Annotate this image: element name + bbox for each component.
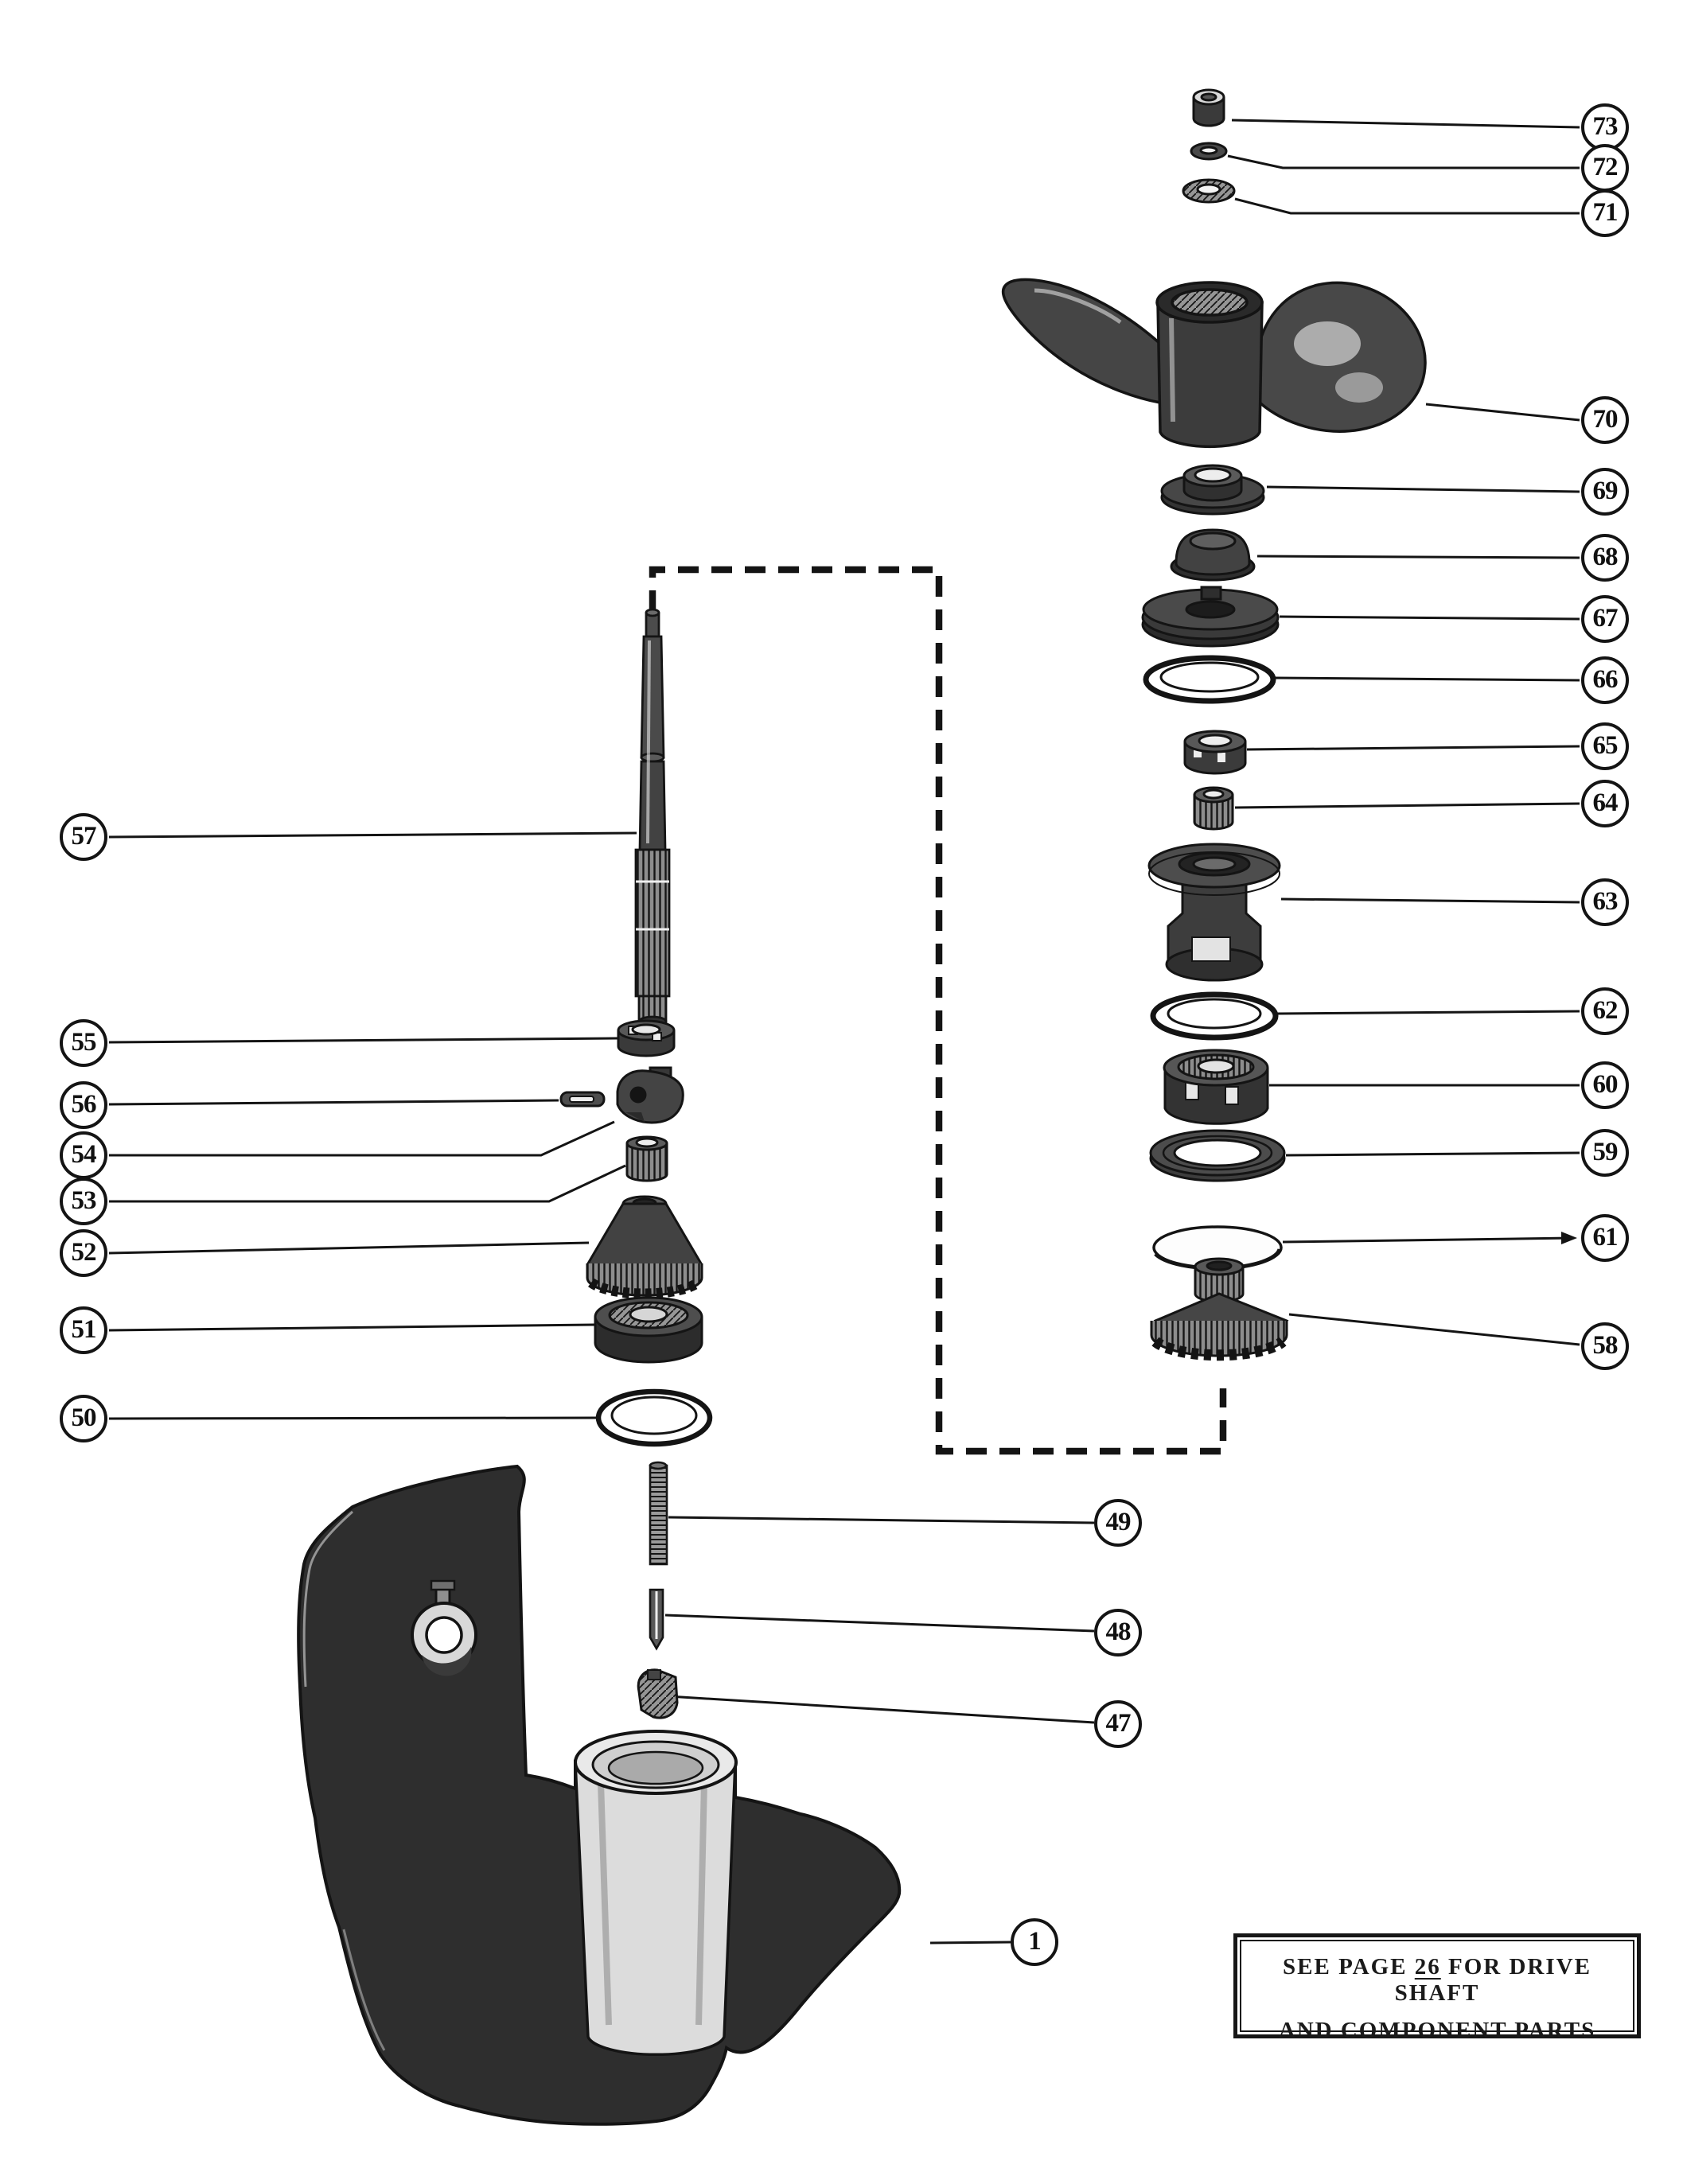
part-50-o-ring	[598, 1392, 710, 1444]
part-57-propeller-shaft	[636, 609, 669, 1026]
leader-52	[109, 1243, 589, 1253]
leader-68	[1257, 556, 1580, 558]
leader-51	[109, 1325, 594, 1330]
callout-49: 49	[1094, 1499, 1142, 1547]
part-71-thrust-washer	[1183, 180, 1234, 202]
leader-54	[109, 1122, 614, 1155]
callout-63: 63	[1581, 878, 1629, 926]
callout-1: 1	[1011, 1918, 1058, 1966]
callout-50: 50	[60, 1395, 107, 1442]
leader-62	[1277, 1011, 1580, 1014]
part-55-castle-nut	[618, 1021, 674, 1056]
leader-47	[668, 1696, 1094, 1723]
part-47-shift-cam	[638, 1670, 677, 1718]
leader-55	[109, 1038, 617, 1042]
callout-65: 65	[1581, 722, 1629, 770]
part-48-pin	[650, 1590, 663, 1649]
leader-65	[1247, 746, 1580, 749]
leader-71	[1235, 199, 1580, 213]
callout-67: 67	[1581, 595, 1629, 643]
leader-1	[930, 1942, 1011, 1943]
leader-66	[1275, 678, 1580, 680]
callout-54: 54	[60, 1131, 107, 1179]
leader-72	[1228, 156, 1580, 168]
part-67-bearing-cup	[1143, 587, 1278, 646]
part-58-reverse-gear	[1151, 1259, 1287, 1356]
note-box	[1233, 1933, 1641, 2043]
leader-63	[1281, 899, 1580, 902]
part-62-o-ring	[1153, 995, 1276, 1037]
part-1-gear-housing	[298, 1466, 899, 2124]
callout-61: 61	[1581, 1214, 1629, 1262]
callout-53: 53	[60, 1178, 107, 1225]
callout-56: 56	[60, 1081, 107, 1129]
note-line1-pre: SEE PAGE	[1283, 1954, 1408, 1980]
callout-55: 55	[60, 1019, 107, 1067]
callout-73: 73	[1581, 103, 1629, 151]
dashed-assembly-path	[653, 570, 1223, 1451]
part-66-o-ring	[1146, 658, 1273, 701]
leader-64	[1235, 804, 1580, 808]
leader-59	[1286, 1153, 1580, 1155]
leader-70	[1426, 404, 1580, 420]
callout-68: 68	[1581, 534, 1629, 582]
leader-57	[109, 833, 637, 837]
leader-49	[668, 1517, 1094, 1523]
leader-56	[109, 1100, 559, 1104]
leader-67	[1280, 617, 1580, 619]
callout-57: 57	[60, 813, 107, 861]
leader-61-arrowhead	[1561, 1232, 1577, 1244]
callout-59: 59	[1581, 1129, 1629, 1177]
callout-52: 52	[60, 1229, 107, 1277]
callout-62: 62	[1581, 987, 1629, 1035]
part-70-propeller	[1003, 279, 1425, 446]
part-69-oil-seal-housing	[1162, 465, 1264, 514]
leader-61	[1283, 1238, 1572, 1242]
part-60-tapered-roller-bearing	[1164, 1050, 1268, 1123]
part-65-ring-nut	[1185, 731, 1245, 773]
callout-69: 69	[1581, 468, 1629, 516]
part-72-tab-washer	[1191, 143, 1226, 159]
part-52-forward-gear	[587, 1197, 702, 1295]
part-56-retaining-pin	[561, 1092, 604, 1106]
part-63-bearing-carrier	[1149, 844, 1280, 980]
callout-51: 51	[60, 1306, 107, 1354]
note-box-inner-border	[1240, 1940, 1634, 2043]
part-68-seal-cap	[1171, 530, 1254, 580]
note-line-1	[1241, 1954, 1633, 2007]
callout-47: 47	[1094, 1700, 1142, 1748]
part-59-bearing-race	[1151, 1131, 1284, 1181]
leader-58	[1289, 1314, 1580, 1345]
callout-72: 72	[1581, 144, 1629, 192]
note-line-2: AND COMPONENT PARTS	[1278, 2018, 1596, 2043]
leader-50	[109, 1418, 598, 1419]
leader-48	[665, 1615, 1094, 1631]
note-line1-post: FOR DRIVE SHAFT	[1394, 1954, 1591, 2006]
part-53-roller-bearing-cage	[627, 1137, 667, 1181]
part-49-shift-rod	[650, 1462, 667, 1564]
callout-64: 64	[1581, 780, 1629, 827]
part-64-roller-bearing	[1194, 788, 1233, 829]
callout-58: 58	[1581, 1322, 1629, 1370]
note-page-number: 26	[1414, 1954, 1441, 1980]
part-73-locknut	[1194, 90, 1224, 126]
leader-53	[109, 1166, 625, 1201]
leader-73	[1232, 120, 1580, 127]
callout-71: 71	[1581, 189, 1629, 237]
callout-48: 48	[1094, 1609, 1142, 1656]
leader-69	[1267, 487, 1580, 492]
part-54-clutch-dog	[617, 1068, 683, 1123]
callout-70: 70	[1581, 396, 1629, 444]
callout-66: 66	[1581, 656, 1629, 704]
callout-60: 60	[1581, 1061, 1629, 1109]
part-51-ball-bearing	[595, 1298, 702, 1362]
